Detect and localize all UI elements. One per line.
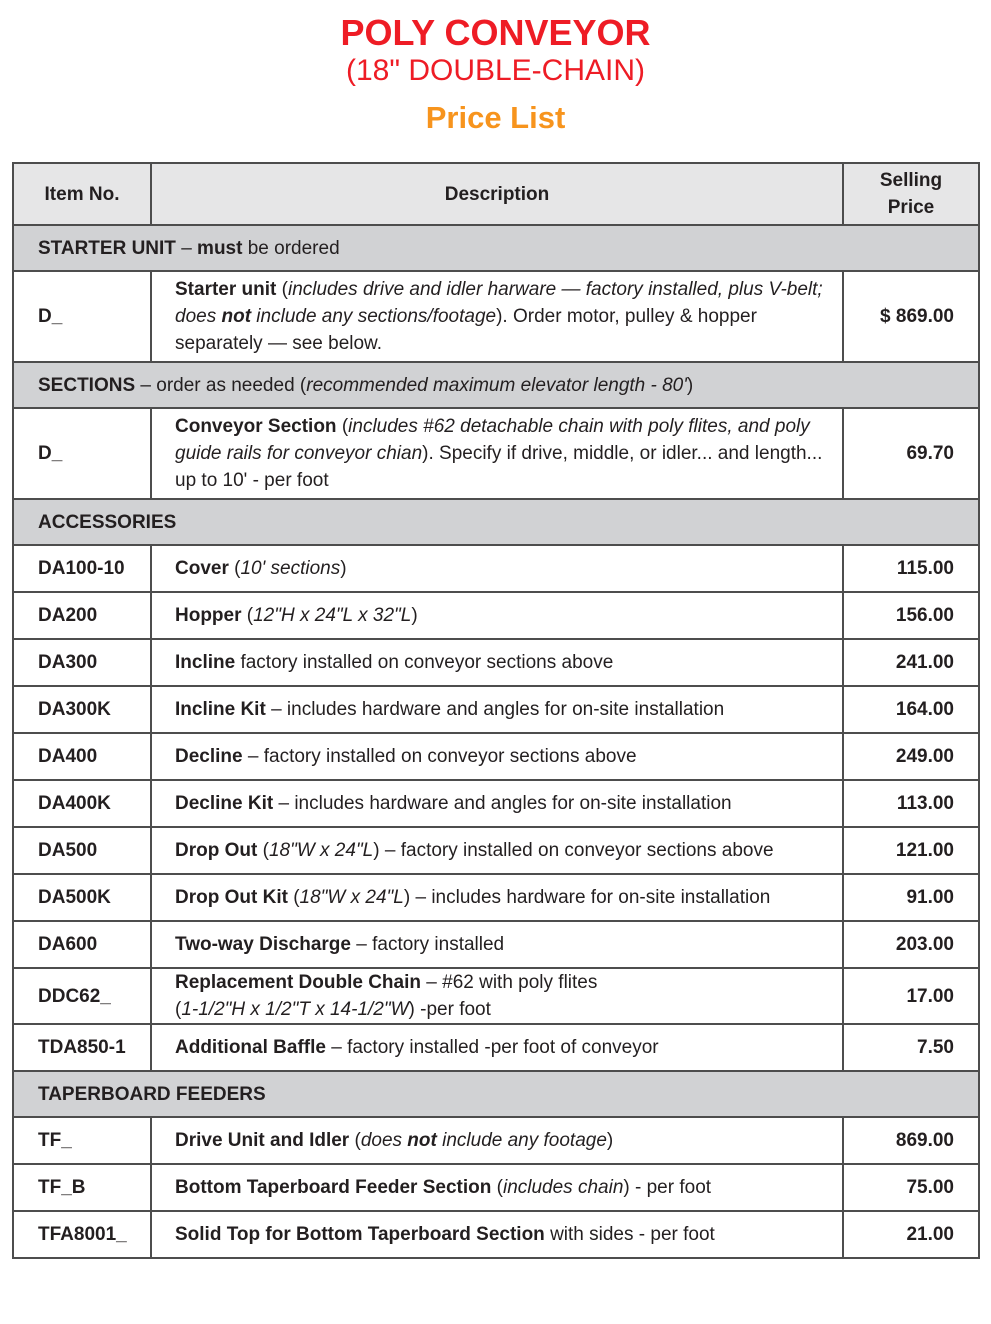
item-description: Bottom Taperboard Feeder Section (includes chain) - per foot (151, 1164, 843, 1211)
item-price: 91.00 (843, 874, 979, 921)
item-description: Two-way Discharge – factory installed (151, 921, 843, 968)
item-description: Starter unit (includes drive and idler harware — factory installed, plus V-belt; does not include any sections/footage). Order motor, pulley & hopper separately — see below. (151, 271, 843, 362)
category-label: STARTER UNIT – must be ordered (13, 225, 979, 271)
item-price: 7.50 (843, 1024, 979, 1071)
item-description: Incline factory installed on conveyor sections above (151, 639, 843, 686)
item-price: 156.00 (843, 592, 979, 639)
item-description: Replacement Double Chain – #62 with poly flites (1-1/2"H x 1/2"T x 14-1/2"W) -per foot (151, 968, 843, 1024)
category-row-taperboard-feeders (13, 1071, 979, 1117)
item-price: $ 869.00 (843, 271, 979, 362)
item-price: 113.00 (843, 780, 979, 827)
table-row (13, 592, 979, 639)
item-price: 164.00 (843, 686, 979, 733)
table-row (13, 827, 979, 874)
table-row (13, 780, 979, 827)
item-description: Decline – factory installed on conveyor sections above (151, 733, 843, 780)
category-label: SECTIONS – order as needed (recommended maximum elevator length - 80') (13, 362, 979, 408)
description-header: Description (151, 163, 843, 225)
category-row-sections (13, 362, 979, 408)
item-number: DA600 (13, 921, 151, 968)
item-number: D_ (13, 408, 151, 499)
item-price: 115.00 (843, 545, 979, 592)
item-description: Hopper (12"H x 24"L x 32"L) (151, 592, 843, 639)
item-no-header: Item No. (13, 163, 151, 225)
page-subtitle: (18" DOUBLE-CHAIN) (345, 54, 646, 87)
table-row (13, 686, 979, 733)
price-label: Price (887, 197, 935, 218)
selling-price-header (843, 163, 979, 225)
item-description: Solid Top for Bottom Taperboard Section with sides - per foot (151, 1211, 843, 1258)
item-number: DA300K (13, 686, 151, 733)
item-number: DA200 (13, 592, 151, 639)
table-row (13, 968, 979, 1024)
table-row (13, 271, 979, 362)
price-table (12, 162, 980, 1259)
item-price: 75.00 (843, 1164, 979, 1211)
table-row (13, 545, 979, 592)
item-description: Additional Baffle – factory installed -per foot of conveyor (151, 1024, 843, 1071)
item-description: Drop Out (18"W x 24"L) – factory installed on conveyor sections above (151, 827, 843, 874)
item-price: 69.70 (843, 408, 979, 499)
category-label: TAPERBOARD FEEDERS (13, 1071, 979, 1117)
item-number: DDC62_ (13, 968, 151, 1024)
item-description: Incline Kit – includes hardware and angles for on-site installation (151, 686, 843, 733)
table-row (13, 1164, 979, 1211)
item-number: DA400 (13, 733, 151, 780)
table-row (13, 1024, 979, 1071)
table-row (13, 874, 979, 921)
item-number: TFA8001_ (13, 1211, 151, 1258)
table-row (13, 1117, 979, 1164)
price-list-heading: Price List (425, 100, 566, 135)
page-title: POLY CONVEYOR (340, 12, 651, 53)
item-number: TF_ (13, 1117, 151, 1164)
item-price: 121.00 (843, 827, 979, 874)
category-label: ACCESSORIES (13, 499, 979, 545)
item-description: Conveyor Section (includes #62 detachable chain with poly flites, and poly guide rails for conveyor chian). Specify if drive, middle, or idler... and length... up to 10' - per foot (151, 408, 843, 499)
item-number: DA100-10 (13, 545, 151, 592)
table-row (13, 921, 979, 968)
item-price: 203.00 (843, 921, 979, 968)
item-price: 21.00 (843, 1211, 979, 1258)
item-price: 869.00 (843, 1117, 979, 1164)
item-number: DA400K (13, 780, 151, 827)
category-row-accessories (13, 499, 979, 545)
item-price: 17.00 (843, 968, 979, 1024)
item-description: Decline Kit – includes hardware and angles for on-site installation (151, 780, 843, 827)
table-row (13, 733, 979, 780)
item-description: Drive Unit and Idler (does not include any footage) (151, 1117, 843, 1164)
item-description: Cover (10' sections) (151, 545, 843, 592)
item-description: Drop Out Kit (18"W x 24"L) – includes hardware for on-site installation (151, 874, 843, 921)
item-price: 249.00 (843, 733, 979, 780)
item-number: DA500 (13, 827, 151, 874)
item-number: D_ (13, 271, 151, 362)
item-number: DA300 (13, 639, 151, 686)
table-row (13, 639, 979, 686)
table-row (13, 1211, 979, 1258)
header-row (13, 163, 979, 225)
category-row-starter-unit (13, 225, 979, 271)
item-price: 241.00 (843, 639, 979, 686)
selling-label: Selling (879, 170, 943, 191)
item-number: TF_B (13, 1164, 151, 1211)
item-number: DA500K (13, 874, 151, 921)
table-row (13, 408, 979, 499)
item-number: TDA850-1 (13, 1024, 151, 1071)
